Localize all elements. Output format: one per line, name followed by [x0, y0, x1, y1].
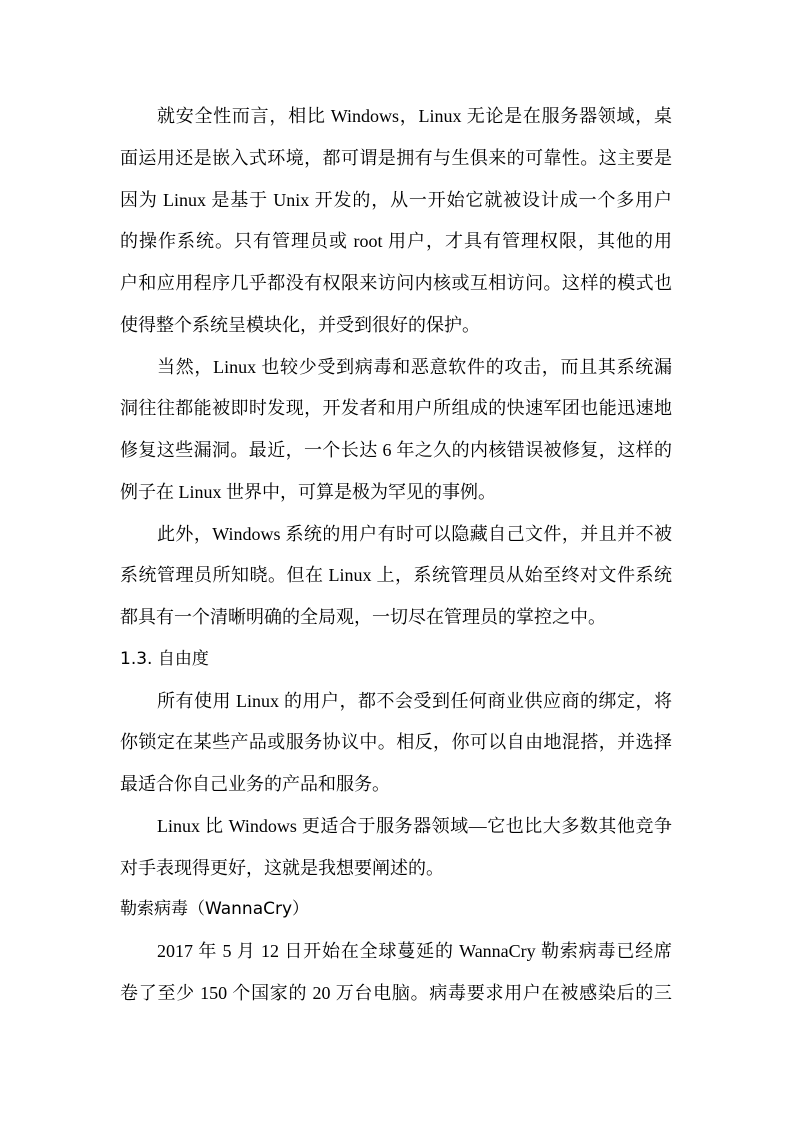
paragraph-security	[120, 96, 672, 347]
text-line: 所有使用 Linux 的用户，都不会受到任何商业供应商的绑定，将	[157, 690, 672, 711]
text-line: 的操作系统。只有管理员或 root 用户，才具有管理权限，其他的用	[120, 231, 672, 252]
paragraph-visibility	[120, 514, 672, 639]
text-line: 面运用还是嵌入式环境，都可谓是拥有与生俱来的可靠性。这主要是	[120, 147, 672, 168]
text-line: 就安全性而言，相比 Windows，Linux 无论是在服务器领域，桌	[157, 106, 672, 126]
text-line: 你锁定在某些产品或服务协议中。相反，你可以自由地混搭，并选择	[120, 732, 672, 753]
text-line: 卷了至少 150 个国家的 20 万台电脑。病毒要求用户在被感染后的三	[120, 982, 672, 1003]
text-line: 使得整个系统呈模块化，并受到很好的保护。	[120, 314, 480, 335]
section-heading-wannacry: 勒索病毒（WannaCry）	[120, 899, 310, 920]
document-body	[120, 96, 672, 1015]
section-heading-freedom: 1.3. 自由度	[120, 648, 209, 669]
text-line: 2017 年 5 月 12 日开始在全球蔓延的 WannaCry 勒索病毒已经席	[157, 941, 672, 961]
text-line: 例子在 Linux 世界中，可算是极为罕见的事例。	[120, 481, 496, 502]
text-line: 系统管理员所知晓。但在 Linux 上，系统管理员从始至终对文件系统	[120, 565, 672, 586]
paragraph-wannacry	[120, 931, 672, 1015]
text-line: 最适合你自己业务的产品和服务。	[120, 774, 390, 794]
paragraph-vendor-lockin	[120, 681, 672, 806]
text-line: 洞往往都能被即时发现，开发者和用户所组成的快速军团也能迅速地	[120, 398, 672, 419]
text-line: 户和应用程序几乎都没有权限来访问内核或互相访问。这样的模式也	[120, 273, 672, 293]
text-line: 修复这些漏洞。最近，一个长达 6 年之久的内核错误被修复，这样的	[120, 440, 672, 460]
text-line: Linux 比 Windows 更适合于服务器领域—它也比大多数其他竞争	[157, 815, 672, 836]
text-line: 当然，Linux 也较少受到病毒和恶意软件的攻击，而且其系统漏	[157, 356, 672, 377]
text-line: 对手表现得更好，这就是我想要阐述的。	[120, 857, 444, 878]
text-line: 此外，Windows 系统的用户有时可以隐藏自己文件，并且并不被	[157, 523, 672, 544]
paragraph-malware	[120, 347, 672, 514]
text-line: 因为 Linux 是基于 Unix 开发的，从一开始它就被设计成一个多用户	[120, 189, 672, 210]
paragraph-conclusion	[120, 806, 672, 890]
text-line: 都具有一个清晰明确的全局观，一切尽在管理员的掌控之中。	[120, 607, 606, 627]
